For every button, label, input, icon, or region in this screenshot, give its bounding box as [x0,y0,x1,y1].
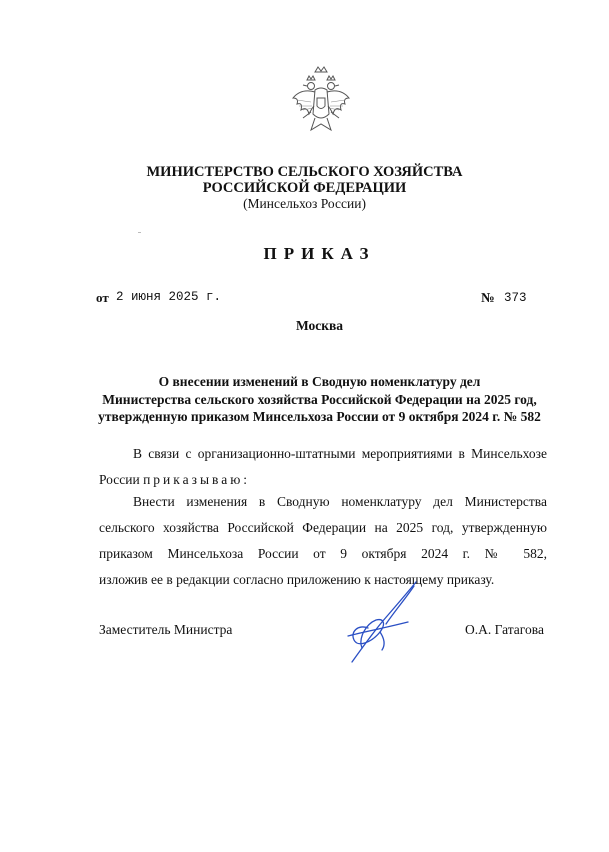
paragraph-operative [99,489,547,593]
ministry-name-line2: РОССИЙСКОЙ ФЕДЕРАЦИИ [202,180,407,196]
paragraph-preamble [99,441,547,493]
signature-strokes [348,582,416,662]
scan-speck [138,232,141,233]
handwritten-signature-icon [328,578,448,668]
preamble-line2-start: России [99,472,140,487]
ministry-short-name: (Минсельхоз России) [243,196,366,211]
operative-line3: приказом Минсельхоза России от 9 октября 2024 г. № 582, [99,546,547,561]
date-prefix: от [96,290,109,305]
operative-line4: изложив ее в редакции согласно приложению к настоящему приказу. [99,572,495,587]
operative-line1: Внести изменения в Сводную номенклатуру дел Министерства [133,494,547,509]
ministry-name-line1: МИНИСТЕРСТВО СЕЛЬСКОГО ХОЗЯЙСТВА [146,164,463,180]
number-prefix: № [481,290,495,305]
document-title: ПРИКАЗ [263,244,376,263]
city: Москва [295,318,344,333]
order-word: приказываю: [143,472,251,487]
subject-line3: утвержденную приказом Минсельхоза России от 9 октября 2024 г. № 582 [98,409,541,424]
subject-line1: О внесении изменений в Сводную номенклатуру дел [158,374,481,389]
subject-line2: Министерства сельского хозяйства Российской Федерации на 2025 год, [102,392,537,407]
order-date: 2 июня 2025 г. [116,290,222,304]
operative-line2: сельского хозяйства Российской Федерации на 2025 год, утвержденную [99,520,547,535]
coat-of-arms-icon [285,62,357,142]
preamble-line1: В связи с организационно-штатными мероприятиями в Минсельхозе [133,446,547,461]
signatory-name: О.А. Гатагова [465,622,544,637]
signatory-position: Заместитель Министра [99,622,233,637]
order-number: 373 [504,291,527,305]
